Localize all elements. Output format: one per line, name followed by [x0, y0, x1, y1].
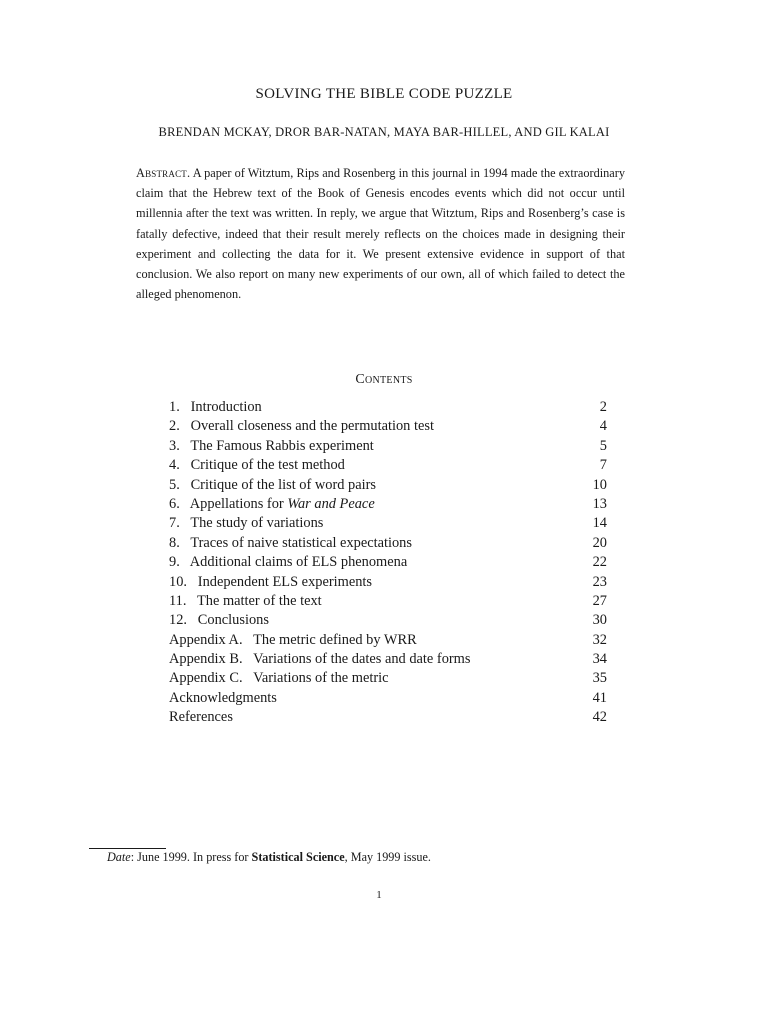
toc-entry-title: 3. The Famous Rabbis experiment — [169, 437, 374, 454]
toc-entry-page: 5 — [599, 437, 607, 454]
abstract — [136, 163, 625, 304]
toc-entry-label — [169, 534, 412, 553]
toc-entry-italic-title: War and Peace — [287, 495, 375, 512]
toc-entry-page: 35 — [592, 670, 607, 687]
toc-entry — [169, 573, 607, 592]
toc-entry-title: 1. Introduction — [169, 399, 262, 415]
toc-entry-label — [169, 495, 375, 514]
toc-entry-page: 41 — [592, 689, 607, 706]
footnote-date-label: Date — [107, 850, 131, 864]
toc-entry-title: 11. The matter of the text — [169, 592, 322, 609]
toc-entry-label — [169, 573, 372, 592]
toc-entry-page: 2 — [599, 399, 607, 415]
page-number: 1 — [376, 889, 382, 901]
toc-entry-page: 22 — [592, 554, 607, 571]
toc-entry-title: 6. Appellations for — [169, 495, 288, 512]
toc-entry — [169, 534, 607, 553]
toc-entry — [169, 708, 607, 727]
toc-entry — [169, 553, 607, 572]
toc-entry-page: 32 — [592, 631, 607, 648]
toc-entry — [169, 689, 607, 708]
toc-entry — [169, 476, 607, 495]
toc-entry-page: 34 — [592, 651, 607, 668]
toc-entry-title: 10. Independent ELS experiments — [169, 573, 373, 590]
toc-entry-title: Appendix B. Variations of the dates and date forms — [169, 651, 471, 668]
toc-entry-title: 9. Additional claims of ELS phenomena — [169, 554, 408, 571]
toc-entry-title: Acknowledgments — [169, 689, 277, 706]
abstract-text: A paper of Witztum, Rips and Rosenberg in this journal in 1994 made the extraordinary claim that the Hebrew text of the Book of Genesis encodes events which did not occur until millennia after the text was written. In reply, we argue that Witztum, Rips and Rosenberg’s case is fatally defective, indeed that their result merely reflects on the choices made in designing their experiment and collecting the data for it. We present extensive evidence in support of that conclusion. We also report on many new experiments of our own, all of which failed to detect the alleged phenomenon. — [136, 166, 625, 302]
footnote-journal: Statistical Science — [251, 850, 345, 864]
contents-heading: Contents — [355, 372, 413, 387]
toc-entry-label — [169, 553, 407, 572]
toc-entry-label — [169, 689, 277, 708]
toc-entry-title: 5. Critique of the list of word pairs — [169, 476, 377, 493]
toc-entry — [169, 437, 607, 456]
toc-entry — [169, 456, 607, 475]
table-of-contents — [169, 398, 607, 728]
footnote — [107, 850, 431, 865]
toc-entry-label — [169, 456, 345, 475]
toc-entry — [169, 592, 607, 611]
toc-entry-label — [169, 669, 389, 688]
toc-entry — [169, 514, 607, 533]
toc-entry-title: References — [169, 709, 233, 726]
toc-entry-title: 4. Critique of the test method — [169, 457, 345, 474]
toc-entry — [169, 495, 607, 514]
toc-entry-page: 42 — [592, 709, 607, 726]
toc-entry — [169, 650, 607, 669]
abstract-heading: Abstract. — [136, 166, 191, 180]
toc-entry-page: 20 — [592, 534, 607, 551]
toc-entry-label — [169, 611, 269, 630]
toc-entry-label — [169, 417, 434, 436]
toc-entry-title: 2. Overall closeness and the permutation test — [169, 418, 434, 435]
toc-entry-page: 27 — [592, 592, 607, 609]
toc-entry-title: Appendix A. The metric defined by WRR — [169, 631, 417, 648]
toc-entry-page: 13 — [592, 495, 607, 512]
toc-entry-label — [169, 708, 233, 727]
toc-entry-page: 14 — [592, 515, 607, 532]
toc-entry-label — [169, 650, 470, 669]
footnote-rule — [89, 848, 166, 849]
toc-entry-label — [169, 514, 323, 533]
toc-entry-page: 4 — [599, 418, 607, 435]
toc-entry-label — [169, 398, 262, 417]
toc-entry — [169, 611, 607, 630]
toc-entry-title: 7. The study of variations — [169, 515, 324, 532]
toc-entry-title: Appendix C. Variations of the metric — [169, 670, 389, 687]
toc-entry-label — [169, 631, 417, 650]
toc-entry-page: 7 — [599, 457, 607, 474]
footnote-date-text: : June 1999. In press for — [130, 850, 252, 864]
toc-entry-page: 30 — [592, 612, 607, 629]
toc-entry — [169, 398, 607, 417]
toc-entry-page: 23 — [592, 573, 607, 590]
toc-entry-label — [169, 437, 374, 456]
toc-entry-label — [169, 476, 376, 495]
footnote-issue: , May 1999 issue. — [344, 850, 431, 864]
toc-entry-label — [169, 592, 322, 611]
toc-entry — [169, 669, 607, 688]
paper-title: SOLVING THE BIBLE CODE PUZZLE — [255, 86, 513, 102]
toc-entry-title: 8. Traces of naive statistical expectations — [169, 534, 412, 551]
toc-entry-page: 10 — [592, 476, 607, 493]
toc-entry — [169, 417, 607, 436]
toc-entry-title: 12. Conclusions — [169, 612, 269, 629]
author-list: BRENDAN MCKAY, DROR BAR-NATAN, MAYA BAR-HILLEL, AND GIL KALAI — [158, 125, 610, 139]
toc-entry — [169, 631, 607, 650]
